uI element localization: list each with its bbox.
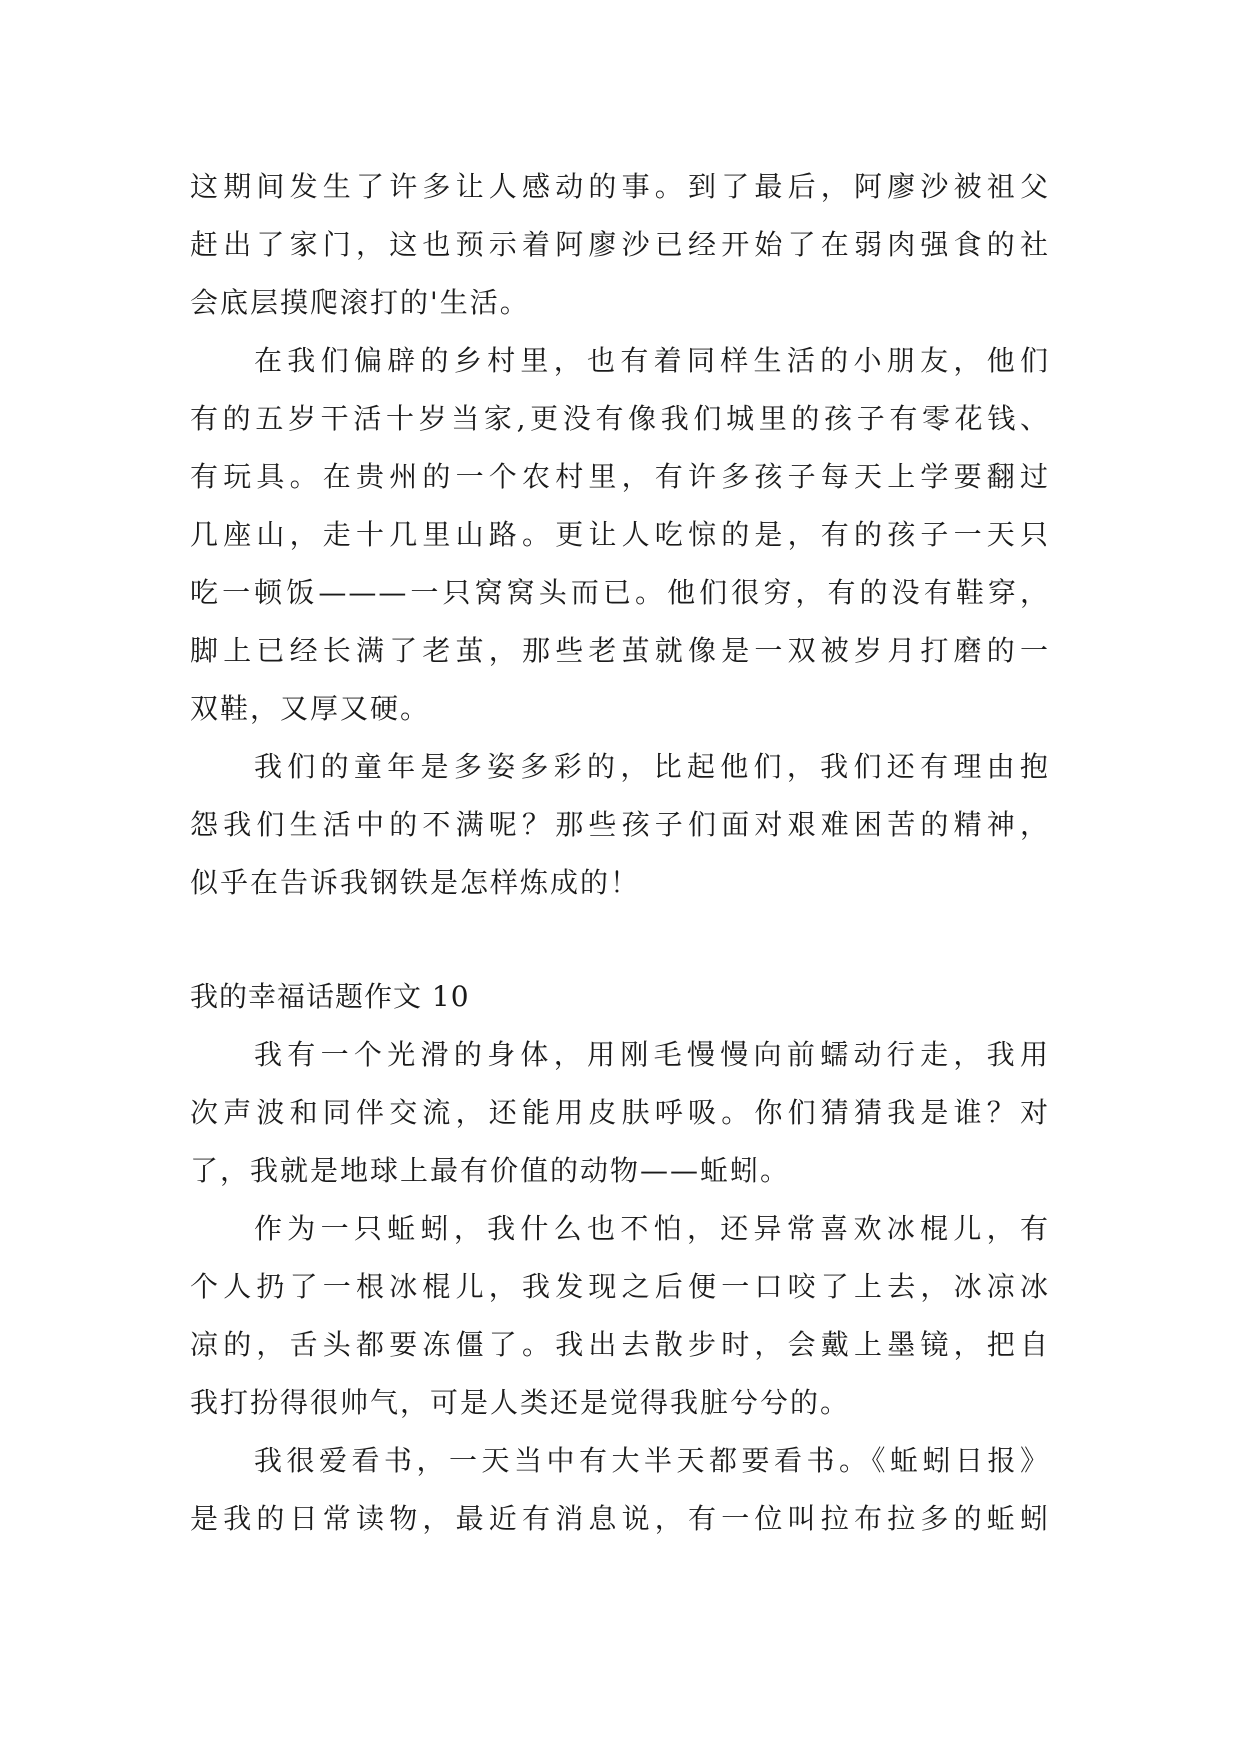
text-line: 是我的日常读物，最近有消息说，有一位叫拉布拉多的蚯蚓: [190, 1502, 1050, 1535]
text-line: 有玩具。在贵州的一个农村里，有许多孩子每天上学要翻过: [190, 460, 1050, 493]
text-line: 赶出了家门，这也预示着阿廖沙已经开始了在弱肉强食的社: [190, 228, 1050, 261]
paragraph: [190, 738, 1050, 912]
text-line: 我们的童年是多姿多彩的，比起他们，我们还有理由抱: [254, 750, 1050, 783]
paragraph: [190, 1432, 1050, 1548]
text-line: 次声波和同伴交流，还能用皮肤呼吸。你们猜猜我是谁？对: [190, 1096, 1050, 1129]
text-line: 脚上已经长满了老茧，那些老茧就像是一双被岁月打磨的一: [190, 634, 1050, 667]
paragraph: [190, 1200, 1050, 1432]
paragraph: [190, 158, 1050, 332]
text-line: 似乎在告诉我钢铁是怎样炼成的！: [190, 866, 641, 899]
section-gap: [190, 912, 1050, 968]
document-body: [190, 158, 1050, 1548]
text-line: 了，我就是地球上最有价值的动物——蚯蚓。: [190, 1154, 791, 1187]
text-line: 凉的，舌头都要冻僵了。我出去散步时，会戴上墨镜，把自: [190, 1328, 1050, 1361]
text-line: 在我们偏辟的乡村里，也有着同样生活的小朋友，他们: [254, 344, 1050, 377]
text-line: 我有一个光滑的身体，用刚毛慢慢向前蠕动行走，我用: [254, 1038, 1050, 1071]
paragraph: [190, 332, 1050, 738]
text-line: 双鞋，又厚又硬。: [190, 692, 431, 725]
text-line: 我打扮得很帅气，可是人类还是觉得我脏兮兮的。: [190, 1386, 851, 1419]
paragraph: [190, 1026, 1050, 1200]
text-line: 个人扔了一根冰棍儿，我发现之后便一口咬了上去，冰凉冰: [190, 1270, 1050, 1303]
text-line: 这期间发生了许多让人感动的事。到了最后，阿廖沙被祖父: [190, 170, 1050, 203]
text-line: 有的五岁干活十岁当家,更没有像我们城里的孩子有零花钱、: [190, 402, 1050, 435]
text-line: 怨我们生活中的不满呢？那些孩子们面对艰难困苦的精神，: [190, 808, 1050, 841]
text-line: 几座山，走十几里山路。更让人吃惊的是，有的孩子一天只: [190, 518, 1050, 551]
text-line: 会底层摸爬滚打的'生活。: [190, 286, 530, 319]
text-line: 吃一顿饭———一只窝窝头而已。他们很穷，有的没有鞋穿，: [190, 576, 1050, 609]
text-line: 我很爱看书，一天当中有大半天都要看书。《蚯蚓日报》: [254, 1444, 1050, 1477]
text-line: 作为一只蚯蚓，我什么也不怕，还异常喜欢冰棍儿，有: [254, 1212, 1050, 1245]
section-title: 我的幸福话题作文 10: [190, 980, 470, 1013]
